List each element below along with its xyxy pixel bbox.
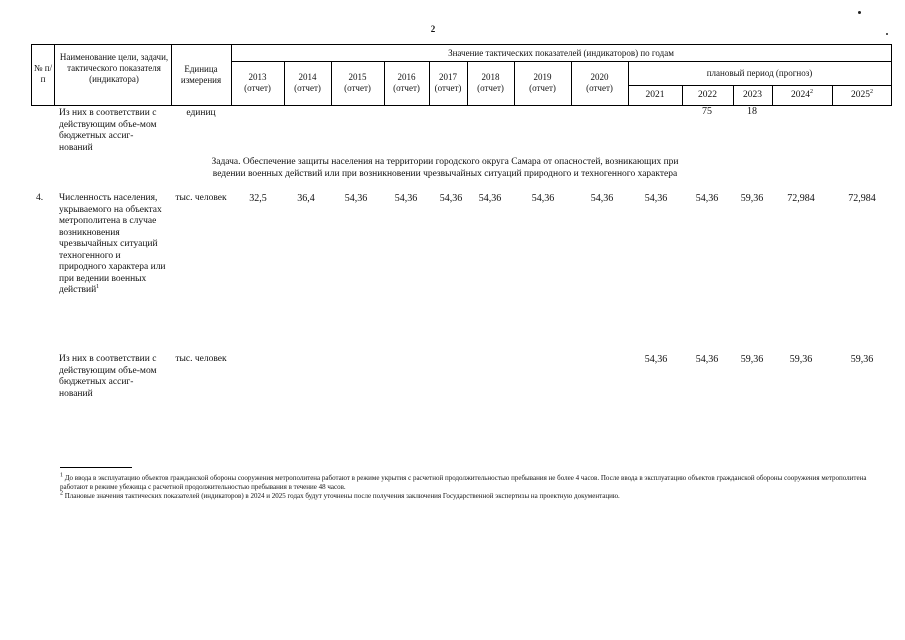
year-label: 2020 — [590, 72, 609, 82]
footnote-ref: 1 — [96, 283, 100, 290]
indicator-value: 18 — [747, 106, 757, 117]
year-note: (отчет) — [477, 83, 504, 93]
year-note: (отчет) — [393, 83, 420, 93]
indicator-name-text: Из них в соответствии с действующим объе-мом бюджетных ассиг-нований — [59, 354, 157, 399]
scan-speck — [886, 33, 888, 35]
indicator-value: 59,36 — [789, 354, 813, 365]
indicator-value: 59,36 — [850, 354, 874, 365]
indicator-name — [59, 193, 167, 297]
indicator-value: 32,5 — [249, 193, 267, 204]
indicator-name-text: Численность населения, укрываемого на объектах метрополитена в случае возникновения чрезвычайных ситуаций техногенного и природного характера или при ведении военных действий — [59, 193, 166, 295]
year-label: 2015 — [348, 72, 367, 82]
year-label: 2024 — [791, 90, 810, 100]
unit-of-measure: тыс. человек — [175, 354, 227, 364]
indicator-name — [59, 108, 167, 154]
year-label: 2013 — [248, 72, 267, 82]
unit-of-measure: единиц — [186, 108, 216, 118]
year-header — [571, 72, 628, 94]
indicator-value: 75 — [702, 106, 712, 117]
indicator-value: 54,36 — [478, 193, 502, 204]
year-note: (отчет) — [344, 83, 371, 93]
unit-of-measure: тыс. человек — [175, 193, 227, 203]
footnote-text: Плановые значения тактических показателей (индикаторов) в 2024 и 2025 годах будут уточнены после получения заключения Государственной экспертизы на проектную документацию. — [64, 492, 620, 500]
task-heading: Задача. Обеспечение защиты населения на территории городского округа Самара от опасностей, возникающих при ведении военных действий или при возникновении чрезвычайных ситуаций природного и техногенного характера — [211, 157, 679, 179]
year-note: (отчет) — [529, 83, 556, 93]
indicator-name-text: Из них в соответствии с действующим объе-мом бюджетных ассиг-нований — [59, 108, 157, 153]
year-label: 2014 — [298, 72, 317, 82]
indicator-value: 54,36 — [695, 354, 719, 365]
year-header — [331, 72, 384, 94]
page-number: 2 — [430, 24, 436, 34]
plan-year-header — [628, 90, 682, 101]
year-label: 2017 — [439, 72, 457, 82]
header-divider — [628, 85, 892, 86]
footnote-1 — [60, 474, 880, 492]
year-header — [467, 72, 514, 94]
indicator-name — [59, 354, 167, 400]
year-label: 2025 — [851, 90, 870, 100]
year-header — [429, 72, 467, 94]
header-values-by-year: Значение тактических показателей (индикаторов) по годам — [448, 48, 674, 58]
indicator-value: 36,4 — [297, 193, 315, 204]
year-label: 2022 — [698, 90, 717, 100]
year-label: 2019 — [533, 72, 552, 82]
indicator-value: 72,984 — [848, 193, 876, 204]
header-indicator-name: Наименование цели, задачи, тактического показателя (индикатора) — [59, 52, 169, 84]
footnote-ref: 2 — [810, 88, 813, 95]
header-number: № п/п — [33, 63, 53, 84]
year-label: 2016 — [397, 72, 416, 82]
scan-speck — [858, 11, 861, 14]
header-divider — [54, 44, 55, 106]
plan-year-header — [832, 90, 892, 101]
plan-year-header — [772, 90, 832, 101]
year-note: (отчет) — [294, 83, 321, 93]
indicator-value: 54,36 — [644, 193, 668, 204]
year-label: 2018 — [481, 72, 500, 82]
header-planned-period: плановый период (прогноз) — [706, 68, 813, 78]
indicator-value: 54,36 — [344, 193, 368, 204]
plan-year-header — [682, 90, 733, 101]
year-note: (отчет) — [434, 83, 462, 93]
indicator-value: 59,36 — [740, 354, 764, 365]
year-note: (отчет) — [244, 83, 271, 93]
indicator-value: 54,36 — [439, 193, 463, 204]
plan-year-header — [733, 90, 772, 101]
footnote-text: До ввода в эксплуатацию объектов гражданской обороны сооружения метрополитена работают в режиме укрытия с расчетной продолжительностью пребывания не более 4 часов. После ввода в эксплуатацию объектов гражданской обороны сооружения метрополитена работают в режиме убежища с расчетной продолжительностью пребывания в течение 48 часов. — [60, 474, 867, 491]
footnote-ref: 2 — [870, 88, 873, 95]
indicator-value: 54,36 — [695, 193, 719, 204]
row-number: 4. — [36, 193, 44, 203]
year-label: 2023 — [743, 90, 762, 100]
indicator-value: 72,984 — [787, 193, 815, 204]
footnote-mark: 2 — [60, 490, 63, 497]
indicator-value: 54,36 — [531, 193, 555, 204]
indicator-value: 54,36 — [644, 354, 668, 365]
year-header — [514, 72, 571, 94]
year-header — [231, 72, 284, 94]
footnote-divider — [60, 467, 132, 468]
indicator-value: 54,36 — [590, 193, 614, 204]
footnote-2 — [60, 492, 880, 501]
header-unit: Единица измерения — [180, 64, 222, 85]
year-label: 2021 — [645, 90, 665, 100]
footnote-mark: 1 — [60, 472, 63, 479]
year-header — [384, 72, 429, 94]
year-header — [284, 72, 331, 94]
year-note: (отчет) — [586, 83, 613, 93]
indicator-value: 54,36 — [394, 193, 418, 204]
indicator-value: 59,36 — [740, 193, 764, 204]
